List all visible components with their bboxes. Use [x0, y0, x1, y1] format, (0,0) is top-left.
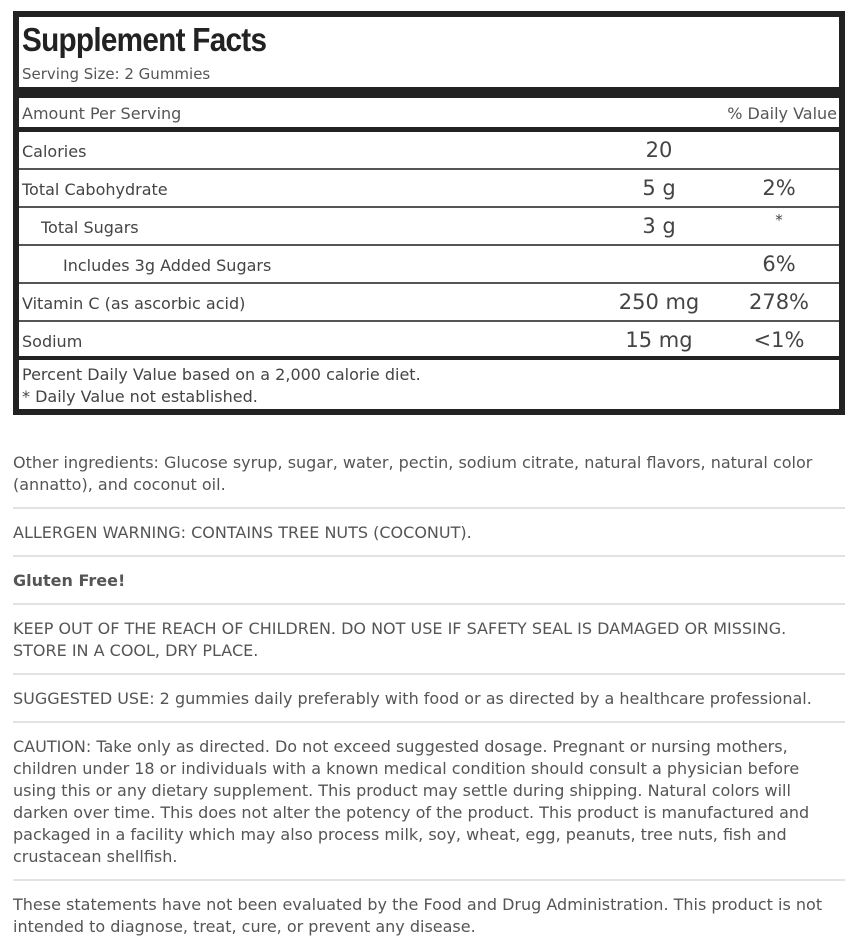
- storage-warning: KEEP OUT OF THE REACH OF CHILDREN. DO NOT USE IF SAFETY SEAL IS DAMAGED OR MISSING. STORE IN A COOL, DRY PLACE.: [13, 619, 787, 660]
- nutrient-name: Calories: [22, 142, 87, 161]
- fda-disclaimer: These statements have not been evaluated by the Food and Drug Administration. This product is not intended to diagnose, treat, cure, or prevent any disease.: [13, 895, 823, 936]
- section-divider: [13, 673, 845, 675]
- nutrient-row-sodium: [19, 322, 839, 360]
- section-divider: [13, 879, 845, 881]
- ingredients-text: Other ingredients: Glucose syrup, sugar, water, pectin, sodium citrate, natural flavors, natural color (annatto), and coconut oil.: [13, 453, 813, 494]
- section-divider: [13, 603, 845, 605]
- nutrient-amount: 20: [645, 138, 673, 162]
- nutrient-row-carbohydrate: [19, 170, 839, 208]
- nutrient-row-calories: [19, 132, 839, 170]
- nutrient-daily-value: 6%: [762, 252, 796, 276]
- nutrient-amount: 15 mg: [625, 328, 693, 352]
- nutrient-name: Sodium: [22, 332, 83, 351]
- nutrient-row-vitamin-c: [19, 284, 839, 322]
- nutrient-daily-value: 278%: [748, 290, 810, 314]
- nutrient-daily-value: *: [775, 211, 783, 229]
- footnote-daily-value: Percent Daily Value based on a 2,000 calorie diet.: [22, 365, 421, 384]
- nutrient-amount: 250 mg: [618, 290, 700, 314]
- caution-text: CAUTION: Take only as directed. Do not exceed suggested dosage. Pregnant or nursing mothers, children under 18 or individuals with a known medical condition should consult a physician before using this or any dietary supplement. This product may settle during shipping. Natural colors will darken over time. This does not alter the potency of the product. This product is manufactured and packaged in a facility which may also process milk, soy, wheat, egg, peanuts, tree nuts, fish and crustacean shellfish.: [13, 737, 810, 866]
- nutrient-row-added-sugars: [19, 246, 839, 284]
- daily-value-header: % Daily Value: [727, 104, 837, 123]
- nutrient-daily-value: <1%: [753, 328, 805, 352]
- nutrient-daily-value: 2%: [762, 176, 796, 200]
- serving-size: Serving Size: 2 Gummies: [22, 65, 211, 83]
- allergen-warning: ALLERGEN WARNING: CONTAINS TREE NUTS (COCONUT).: [13, 523, 472, 542]
- bottom-divider: [19, 356, 839, 360]
- nutrient-name: Total Cabohydrate: [22, 180, 168, 199]
- nutrient-amount: 3 g: [642, 214, 676, 238]
- section-divider: [13, 507, 845, 509]
- nutrient-name: Vitamin C (as ascorbic acid): [22, 294, 246, 313]
- section-divider: [13, 555, 845, 557]
- nutrient-row-sugars: [19, 208, 839, 246]
- nutrient-name: Total Sugars: [41, 218, 139, 237]
- supplement-facts-panel: [13, 11, 845, 415]
- suggested-use: SUGGESTED USE: 2 gummies daily preferably with food or as directed by a healthcare professional.: [13, 689, 812, 708]
- nutrient-amount: 5 g: [642, 176, 676, 200]
- section-divider: [13, 721, 845, 723]
- amount-per-serving-label: Amount Per Serving: [22, 104, 182, 123]
- header-row: [19, 98, 839, 128]
- nutrient-name: Includes 3g Added Sugars: [63, 256, 272, 275]
- gluten-free-text: Gluten Free!: [13, 571, 126, 590]
- panel-title: Supplement Facts: [22, 21, 267, 58]
- footnote-not-established: * Daily Value not established.: [22, 387, 258, 406]
- thick-divider: [13, 87, 845, 98]
